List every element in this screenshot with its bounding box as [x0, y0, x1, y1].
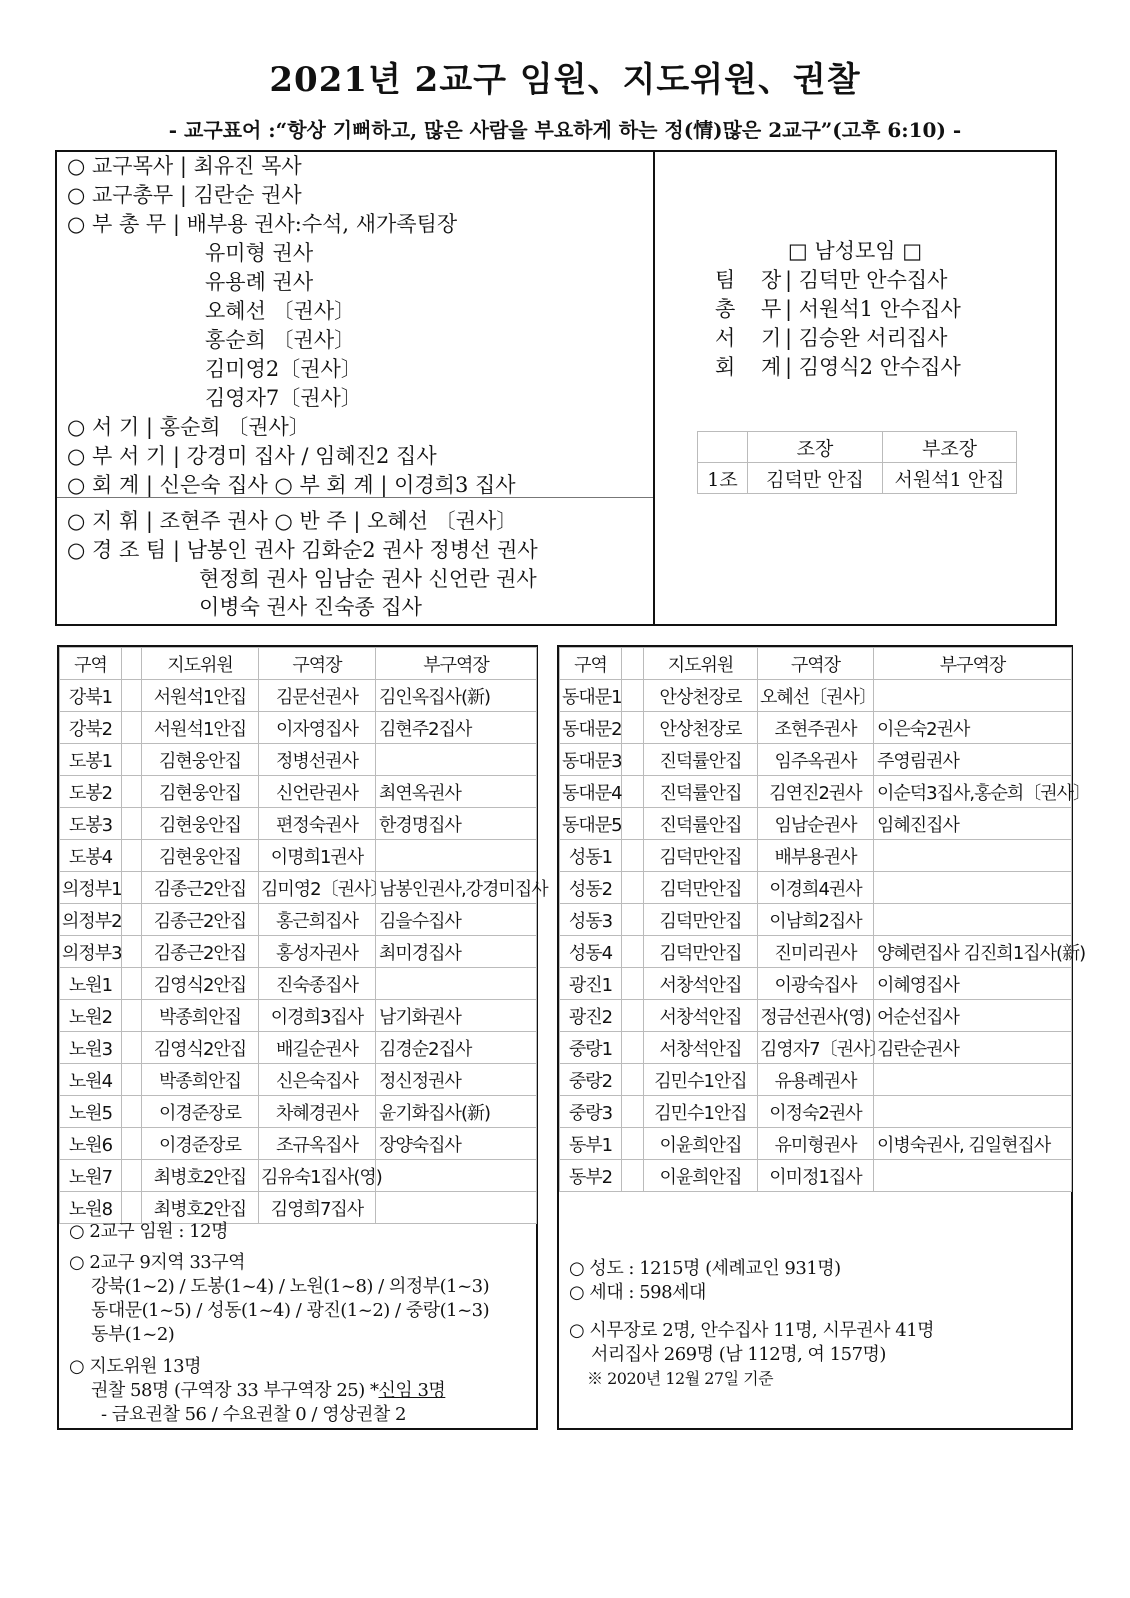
leader-cell: 신은숙집사	[259, 1064, 376, 1096]
subleader-cell: 주영림권사	[874, 744, 1072, 776]
subleader-cell	[874, 872, 1072, 904]
col-header: 구역	[60, 648, 122, 680]
advisor-cell: 이윤희안집	[644, 1160, 758, 1192]
officer-line: ○ 부 서 기 | 강경미 집사 / 임혜진2 집사	[67, 444, 437, 468]
col-header: 구역장	[758, 648, 874, 680]
subleader-cell: 어순선집사	[874, 1000, 1072, 1032]
leader-cell: 김문선권사	[259, 680, 376, 712]
advisor-cell: 김종근2안집	[142, 872, 259, 904]
leader-cell: 임남순권사	[758, 808, 874, 840]
table-row	[560, 1064, 1072, 1096]
officer-line: 유미형 권사	[205, 241, 314, 265]
footer-underlined-text: 신임 3명	[378, 1380, 446, 1401]
spacer-cell	[622, 1096, 644, 1128]
spacer-cell	[122, 1192, 142, 1224]
leader-cell: 홍근희집사	[259, 904, 376, 936]
spacer-cell	[122, 776, 142, 808]
district-table-right	[559, 647, 1091, 1192]
subleader-cell	[874, 840, 1072, 872]
leader-cell: 이정숙2권사	[758, 1096, 874, 1128]
table-row	[560, 712, 1072, 744]
district-panel-left	[57, 645, 548, 1430]
spacer-cell	[622, 904, 644, 936]
leader-cell: 이미정1집사	[758, 1160, 874, 1192]
advisor-cell: 서원석1안집	[142, 712, 259, 744]
advisor-cell: 서창석안집	[644, 968, 758, 1000]
subleader-cell	[376, 1192, 537, 1224]
mens-group-title: □ 남성모임 □	[787, 239, 923, 263]
advisor-cell: 김민수1안집	[644, 1096, 758, 1128]
advisor-cell: 김현웅안집	[142, 840, 259, 872]
district-cell: 의정부3	[60, 936, 122, 968]
advisor-cell: 이경준장로	[142, 1096, 259, 1128]
leader-cell: 배길순권사	[259, 1032, 376, 1064]
footer-line: 서리집사 269명 (남 112명, 여 157명)	[591, 1344, 886, 1365]
table-row	[60, 744, 537, 776]
mens-role: 무	[761, 297, 782, 321]
spacer-cell	[122, 936, 142, 968]
leader-cell: 임주옥권사	[758, 744, 874, 776]
spacer-cell	[122, 904, 142, 936]
spacer-cell	[622, 1064, 644, 1096]
mens-row	[715, 353, 961, 381]
page-title: 2021년 2교구 임원、지도위원、권찰	[269, 60, 861, 100]
col-header	[622, 648, 644, 680]
officer-line: ○ 서 기 | 홍순희 〔권사〕	[67, 415, 310, 439]
subleader-cell: 김현주2집사	[376, 712, 537, 744]
spacer-cell	[122, 840, 142, 872]
district-cell: 강북2	[60, 712, 122, 744]
mens-value: | 김영식2 안수집사	[785, 355, 961, 379]
col-header: 지도위원	[142, 648, 259, 680]
subleader-cell	[874, 1064, 1072, 1096]
district-cell: 도봉3	[60, 808, 122, 840]
subleader-cell	[376, 968, 537, 1000]
leader-cell: 배부용권사	[758, 840, 874, 872]
footer-line: ○ 성도 : 1215명 (세례교인 931명)	[569, 1258, 841, 1279]
officers-pane	[57, 152, 655, 624]
subleader-cell: 이순덕3집사,홍순희〔권사〕	[874, 776, 1072, 808]
spacer-cell	[622, 1032, 644, 1064]
jo-cell: 김덕만 안집	[748, 463, 883, 494]
col-header: 부구역장	[874, 648, 1072, 680]
mens-row	[715, 324, 947, 352]
motto: - 교구표어 :“항상 기뻐하고, 많은 사람을 부요하게 하는 정(情)많은 2교구”(고후 6:10) -	[168, 118, 962, 142]
spacer-cell	[122, 1032, 142, 1064]
footer-line: ○ 세대 : 598세대	[569, 1282, 706, 1303]
spacer-cell	[622, 968, 644, 1000]
district-cell: 의정부1	[60, 872, 122, 904]
advisor-cell: 안상천장로	[644, 712, 758, 744]
spacer-cell	[122, 968, 142, 1000]
advisor-cell: 서창석안집	[644, 1032, 758, 1064]
mens-role: 계	[761, 355, 782, 379]
footer-line: ○ 2교구 9지역 33구역	[69, 1252, 246, 1273]
officer-line: 김영자7〔권사〕	[205, 386, 362, 410]
leader-cell: 신언란권사	[259, 776, 376, 808]
table-row	[560, 968, 1072, 1000]
leader-cell: 진숙종집사	[259, 968, 376, 1000]
spacer-cell	[122, 808, 142, 840]
table-row	[60, 1064, 537, 1096]
advisor-cell: 서창석안집	[644, 1000, 758, 1032]
leader-cell: 홍성자권사	[259, 936, 376, 968]
district-cell: 노원3	[60, 1032, 122, 1064]
officer-line: ○ 부 총 무 | 배부용 권사:수석, 새가족팀장	[67, 212, 458, 236]
district-cell: 동대문5	[560, 808, 622, 840]
table-row	[560, 872, 1072, 904]
staff-line: ○ 지 휘 | 조현주 권사 ○ 반 주 | 오혜선 〔권사〕	[67, 509, 518, 533]
subleader-cell: 최연옥권사	[376, 776, 537, 808]
spacer-cell	[622, 1128, 644, 1160]
advisor-cell: 김덕만안집	[644, 904, 758, 936]
footer-line: ○ 지도위원 13명	[69, 1356, 201, 1377]
table-row	[60, 1096, 537, 1128]
advisor-cell: 김덕만안집	[644, 872, 758, 904]
table-row	[60, 1160, 537, 1192]
subleader-cell	[376, 840, 537, 872]
spacer-cell	[122, 680, 142, 712]
mens-value: | 김덕만 안수집사	[785, 268, 948, 292]
district-cell: 노원6	[60, 1128, 122, 1160]
spacer-cell	[122, 1096, 142, 1128]
subleader-cell	[376, 1160, 537, 1192]
advisor-cell: 진덕률안집	[644, 808, 758, 840]
table-row	[560, 1000, 1072, 1032]
subleader-cell: 남기화권사	[376, 1000, 537, 1032]
table-row	[60, 904, 537, 936]
leader-cell: 이광숙집사	[758, 968, 874, 1000]
table-row	[560, 1160, 1072, 1192]
table-row	[560, 936, 1072, 968]
officer-line: 홍순희 〔권사〕	[205, 328, 356, 352]
district-cell: 광진2	[560, 1000, 622, 1032]
mens-row	[715, 295, 961, 323]
spacer-cell	[122, 1128, 142, 1160]
subleader-cell: 김인옥집사(新)	[376, 680, 537, 712]
staff-line: ○ 경 조 팀 | 남봉인 권사 김화순2 권사 정병선 권사	[67, 538, 538, 562]
mens-role: 서	[715, 326, 736, 350]
table-row	[560, 776, 1072, 808]
spacer-cell	[622, 744, 644, 776]
leader-cell: 조현주권사	[758, 712, 874, 744]
officer-line: 김미영2〔권사〕	[205, 357, 362, 381]
jo-row	[698, 463, 1017, 494]
advisor-cell: 김덕만안집	[644, 936, 758, 968]
table-row	[60, 936, 537, 968]
subleader-cell: 장양숙집사	[376, 1128, 537, 1160]
district-cell: 노원2	[60, 1000, 122, 1032]
spacer-cell	[622, 808, 644, 840]
spacer-cell	[122, 1000, 142, 1032]
mens-role: 기	[761, 326, 782, 350]
col-header	[122, 648, 142, 680]
district-cell: 중랑2	[560, 1064, 622, 1096]
subleader-cell	[874, 1096, 1072, 1128]
table-row	[60, 840, 537, 872]
district-cell: 노원5	[60, 1096, 122, 1128]
spacer-cell	[122, 1160, 142, 1192]
district-panel-right	[557, 645, 1091, 1430]
table-row	[560, 808, 1072, 840]
leader-cell: 이남희2집사	[758, 904, 874, 936]
spacer-cell	[622, 840, 644, 872]
spacer-cell	[622, 680, 644, 712]
jo-header-row	[698, 432, 1017, 463]
table-row	[560, 840, 1072, 872]
district-cell: 노원7	[60, 1160, 122, 1192]
district-cell: 성동4	[560, 936, 622, 968]
advisor-cell: 이윤희안집	[644, 1128, 758, 1160]
district-cell: 동대문1	[560, 680, 622, 712]
leader-cell: 편정숙권사	[259, 808, 376, 840]
leader-cell: 김유숙1집사(영)	[259, 1160, 376, 1192]
district-cell: 성동1	[560, 840, 622, 872]
leader-cell: 김영희7집사	[259, 1192, 376, 1224]
table-row	[60, 1192, 537, 1224]
table-row	[60, 808, 537, 840]
spacer-cell	[622, 1160, 644, 1192]
district-cell: 중랑3	[560, 1096, 622, 1128]
table-row	[60, 1032, 537, 1064]
subleader-cell: 최미경집사	[376, 936, 537, 968]
subleader-cell	[874, 904, 1072, 936]
advisor-cell: 김종근2안집	[142, 904, 259, 936]
district-cell: 동대문4	[560, 776, 622, 808]
spacer-cell	[622, 936, 644, 968]
footer-line: ○ 시무장로 2명, 안수집사 11명, 시무권사 41명	[569, 1320, 935, 1341]
leader-cell: 정금선권사(영)	[758, 1000, 874, 1032]
table-row	[60, 872, 537, 904]
district-cell: 광진1	[560, 968, 622, 1000]
spacer-cell	[622, 776, 644, 808]
table-row	[560, 680, 1072, 712]
subleader-cell: 이은숙2권사	[874, 712, 1072, 744]
leader-cell: 오혜선〔권사〕	[758, 680, 874, 712]
advisor-cell: 김덕만안집	[644, 840, 758, 872]
mens-value: | 김승완 서리집사	[785, 326, 948, 350]
leader-cell: 이경희4권사	[758, 872, 874, 904]
advisor-cell: 김민수1안집	[644, 1064, 758, 1096]
mens-role: 회	[715, 355, 736, 379]
jo-table	[697, 431, 1017, 494]
subleader-cell: 남봉인권사,강경미집사	[376, 872, 537, 904]
mens-role: 총	[715, 297, 736, 321]
advisor-cell: 김종근2안집	[142, 936, 259, 968]
footer-line: - 금요권찰 56 / 수요권찰 0 / 영상권찰 2	[101, 1404, 406, 1425]
district-cell: 동부1	[560, 1128, 622, 1160]
district-cell: 노원8	[60, 1192, 122, 1224]
district-cell: 중랑1	[560, 1032, 622, 1064]
spacer-cell	[622, 1000, 644, 1032]
divider	[57, 497, 653, 498]
leader-cell: 진미리권사	[758, 936, 874, 968]
col-header: 지도위원	[644, 648, 758, 680]
table-row	[560, 904, 1072, 936]
mens-row	[715, 266, 947, 294]
advisor-cell: 진덕률안집	[644, 744, 758, 776]
spacer-cell	[122, 872, 142, 904]
jo-header: 조장	[748, 432, 883, 463]
footer-line: 동부(1~2)	[91, 1324, 175, 1345]
table-row	[60, 1128, 537, 1160]
table-row	[60, 1000, 537, 1032]
leader-cell: 유미형권사	[758, 1128, 874, 1160]
subleader-cell: 이혜영집사	[874, 968, 1072, 1000]
table-row	[60, 712, 537, 744]
leader-cell: 유용례권사	[758, 1064, 874, 1096]
table-row	[60, 776, 537, 808]
district-table-left	[59, 647, 548, 1224]
leader-cell: 조규옥집사	[259, 1128, 376, 1160]
advisor-cell: 최병호2안집	[142, 1160, 259, 1192]
officer-line: ○ 교구목사 | 최유진 목사	[67, 154, 302, 178]
district-cell: 노원4	[60, 1064, 122, 1096]
leader-cell: 김영자7〔권사〕	[758, 1032, 874, 1064]
footer-line: 강북(1~2) / 도봉(1~4) / 노원(1~8) / 의정부(1~3)	[91, 1276, 490, 1297]
subleader-cell: 김을수집사	[376, 904, 537, 936]
subleader-cell: 임혜진집사	[874, 808, 1072, 840]
jo-header: 부조장	[883, 432, 1017, 463]
district-cell: 동대문3	[560, 744, 622, 776]
jo-header	[698, 432, 748, 463]
jo-cell: 서원석1 안집	[883, 463, 1017, 494]
table-header-row	[60, 648, 537, 680]
mens-value: | 서원석1 안수집사	[785, 297, 961, 321]
footer-line: 동대문(1~5) / 성동(1~4) / 광진(1~2) / 중랑(1~3)	[91, 1300, 490, 1321]
district-cell: 성동3	[560, 904, 622, 936]
district-cell: 강북1	[60, 680, 122, 712]
leader-cell: 김연진2권사	[758, 776, 874, 808]
district-cell: 도봉1	[60, 744, 122, 776]
advisor-cell: 최병호2안집	[142, 1192, 259, 1224]
district-cell: 도봉4	[60, 840, 122, 872]
mens-role: 장	[761, 268, 782, 292]
footer-line	[91, 1379, 445, 1403]
district-cell: 성동2	[560, 872, 622, 904]
advisor-cell: 박종희안집	[142, 1000, 259, 1032]
spacer-cell	[122, 712, 142, 744]
spacer-cell	[122, 1064, 142, 1096]
subleader-cell	[874, 1160, 1072, 1192]
advisor-cell: 안상천장로	[644, 680, 758, 712]
leader-cell: 정병선권사	[259, 744, 376, 776]
advisor-cell: 김영식2안집	[142, 968, 259, 1000]
advisor-cell: 김영식2안집	[142, 1032, 259, 1064]
col-header: 구역장	[259, 648, 376, 680]
table-row	[60, 968, 537, 1000]
advisor-cell: 김현웅안집	[142, 808, 259, 840]
subleader-cell: 윤기화집사(新)	[376, 1096, 537, 1128]
leader-cell: 차혜경권사	[259, 1096, 376, 1128]
subleader-cell: 김경순2집사	[376, 1032, 537, 1064]
table-header-row	[560, 648, 1072, 680]
subleader-cell	[874, 680, 1072, 712]
district-cell: 도봉2	[60, 776, 122, 808]
subleader-cell: 양혜련집사 김진희1집사(新)	[874, 936, 1072, 968]
leader-cell: 이명희1권사	[259, 840, 376, 872]
subleader-cell: 김란순권사	[874, 1032, 1072, 1064]
col-header: 부구역장	[376, 648, 537, 680]
table-row	[560, 1032, 1072, 1064]
staff-line: 현정희 권사 임남순 권사 신언란 권사	[199, 567, 537, 591]
footer-line: ○ 2교구 임원 : 12명	[69, 1221, 228, 1242]
advisor-cell: 김현웅안집	[142, 776, 259, 808]
subleader-cell	[376, 744, 537, 776]
leader-cell: 이자영집사	[259, 712, 376, 744]
district-cell: 의정부2	[60, 904, 122, 936]
officer-line: 유용례 권사	[205, 270, 314, 294]
col-header: 구역	[560, 648, 622, 680]
spacer-cell	[622, 712, 644, 744]
advisor-cell: 박종희안집	[142, 1064, 259, 1096]
advisor-cell: 김현웅안집	[142, 744, 259, 776]
advisor-cell: 서원석1안집	[142, 680, 259, 712]
jo-cell: 1조	[698, 463, 748, 494]
district-cell: 동부2	[560, 1160, 622, 1192]
advisor-cell: 이경준장로	[142, 1128, 259, 1160]
officer-line: ○ 회 계 | 신은숙 집사 ○ 부 회 계 | 이경희3 집사	[67, 473, 516, 497]
district-cell: 동대문2	[560, 712, 622, 744]
officer-line: 오혜선 〔권사〕	[205, 299, 356, 323]
table-row	[560, 744, 1072, 776]
table-row	[60, 680, 537, 712]
subleader-cell: 한경명집사	[376, 808, 537, 840]
table-row	[560, 1128, 1072, 1160]
leader-cell: 이경희3집사	[259, 1000, 376, 1032]
officer-line: ○ 교구총무 | 김란순 권사	[67, 183, 302, 207]
subleader-cell: 정신정권사	[376, 1064, 537, 1096]
officers-box	[55, 150, 1057, 626]
mens-role: 팀	[715, 268, 736, 292]
footer-text: 권찰 58명 (구역장 33 부구역장 25) *	[91, 1380, 379, 1401]
staff-line: 이병숙 권사 진숙종 집사	[199, 595, 422, 619]
district-cell: 노원1	[60, 968, 122, 1000]
leader-cell: 김미영2〔권사〕	[259, 872, 376, 904]
spacer-cell	[622, 872, 644, 904]
spacer-cell	[122, 744, 142, 776]
advisor-cell: 진덕률안집	[644, 776, 758, 808]
footer-line: ※ 2020년 12월 27일 기준	[587, 1369, 774, 1388]
table-row	[560, 1096, 1072, 1128]
subleader-cell: 이병숙권사, 김일현집사	[874, 1128, 1072, 1160]
